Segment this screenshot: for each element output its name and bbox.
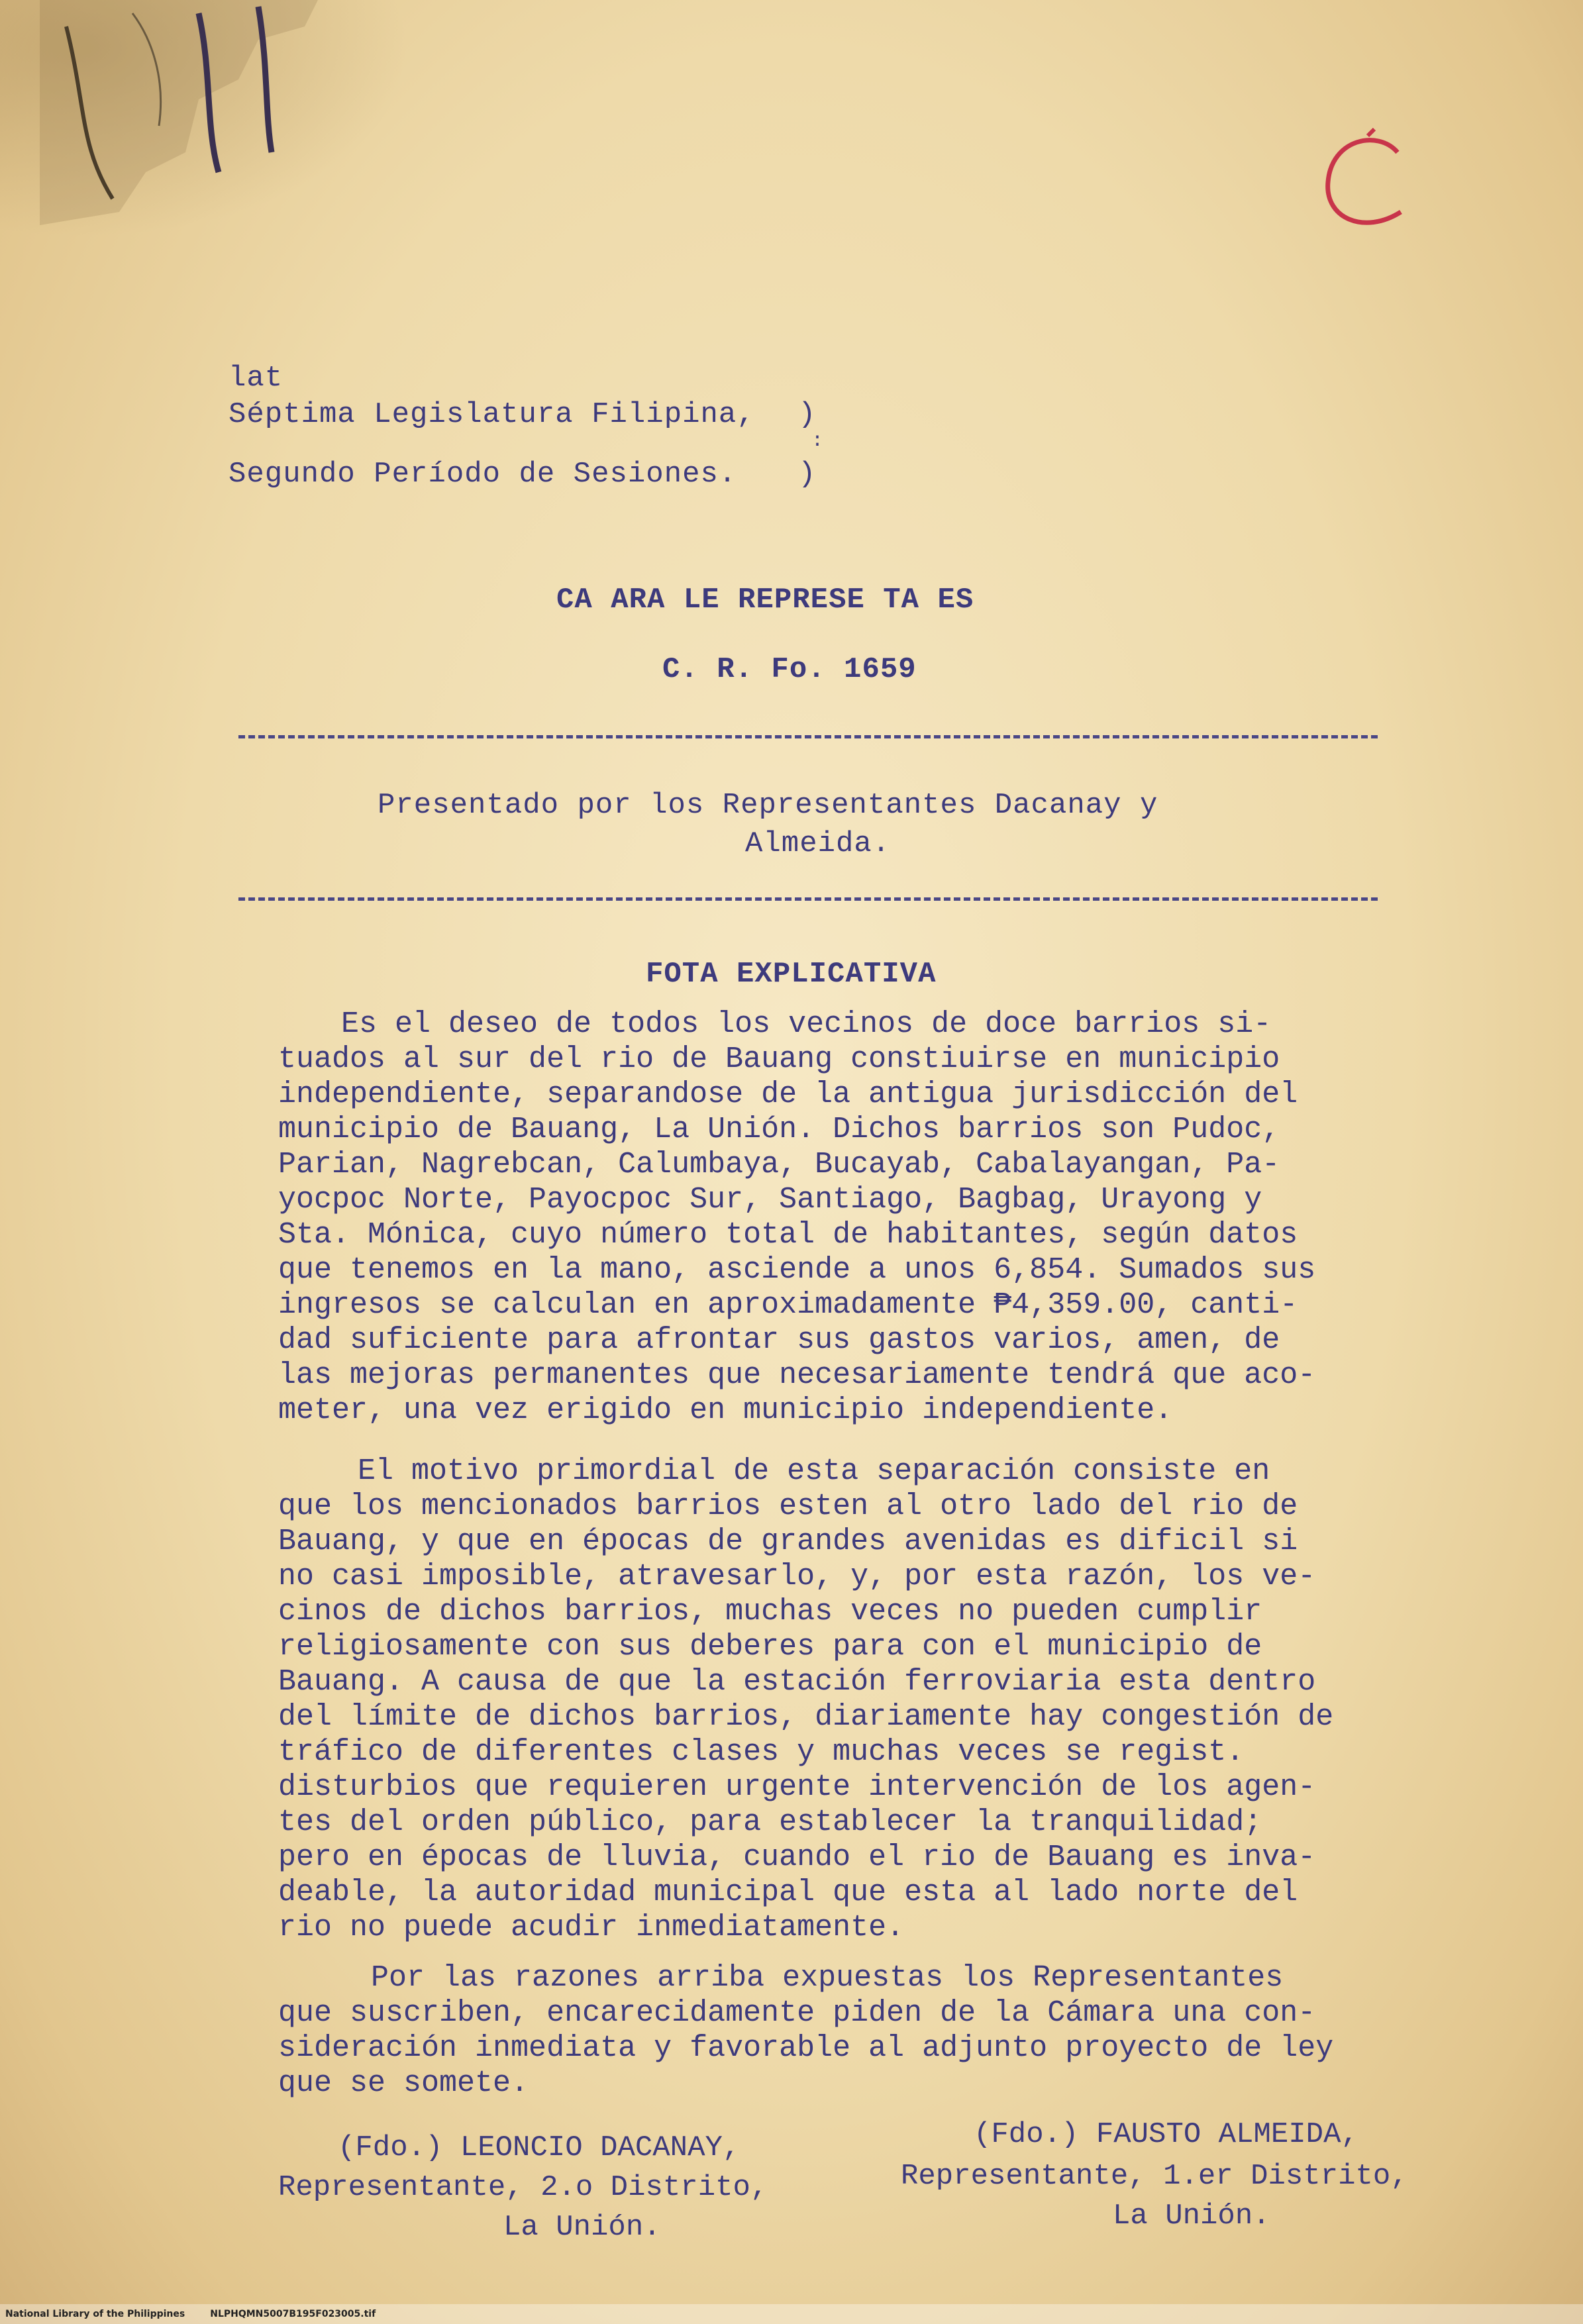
paragraph-line: que se somete. — [278, 2066, 529, 2100]
paragraph-line: tes del orden público, para establecer la tranquilidad; — [278, 1805, 1262, 1839]
paragraph-line: meter, una vez erigido en municipio independiente. — [278, 1393, 1173, 1427]
signature-1-name: (Fdo.) LEONCIO DACANAY, — [338, 2131, 740, 2164]
paragraph-line: que tenemos en la mano, asciende a unos 6,854. Sumados sus — [278, 1253, 1316, 1287]
paragraph-line: independiente, separandose de la antigua jurisdicción del — [278, 1078, 1298, 1111]
bill-number: C. R. Fo. 1659 — [662, 653, 917, 686]
paragraph-line: Es el deseo de todos los vecinos de doce barrios si- — [341, 1007, 1272, 1041]
paragraph-line: municipio de Bauang, La Unión. Dichos barrios son Pudoc, — [278, 1113, 1280, 1146]
bracket-1: ) — [798, 398, 817, 431]
paragraph-line: que los mencionados barrios esten al otro lado del rio de — [278, 1490, 1298, 1523]
paragraph-1 — [278, 1007, 1444, 1428]
torn-corner-graphic — [40, 0, 318, 225]
paragraph-line: Bauang, y que en épocas de grandes avenidas es dificil si — [278, 1525, 1298, 1558]
signature-2-role: Representante, 1.er Distrito, — [901, 2160, 1408, 2193]
legislature-line: Séptima Legislatura Filipina, — [229, 398, 755, 431]
paragraph-line: del límite de dichos barrios, diariamente hay congestión de — [278, 1700, 1334, 1734]
paragraph-line: no casi imposible, atravesarlo, y, por esta razón, los ve- — [278, 1560, 1316, 1593]
paragraph-3 — [278, 1960, 1444, 2101]
paragraph-line: religiosamente con sus deberes para con el municipio de — [278, 1630, 1262, 1664]
paragraph-line: ingresos se calculan en aproximadamente ₱4,359.00, canti- — [278, 1288, 1298, 1322]
paragraph-line: cinos de dichos barrios, muchas veces no pueden cumplir — [278, 1595, 1262, 1629]
signature-2-place: La Unión. — [1113, 2199, 1270, 2233]
divider-bottom — [238, 897, 1378, 901]
paragraph-line: Por las razones arriba expuestas los Representantes — [371, 1961, 1284, 1995]
paragraph-line: Bauang. A causa de que la estación ferroviaria esta dentro — [278, 1665, 1316, 1699]
paragraph-line: tráfico de diferentes clases y muchas veces se regist. — [278, 1735, 1245, 1769]
paragraph-line: sideración inmediata y favorable al adjunto proyecto de ley — [278, 2031, 1334, 2065]
paragraph-line: disturbios que requieren urgente intervención de los agen- — [278, 1770, 1316, 1804]
note-title: FOTA EXPLICATIVA — [646, 958, 937, 991]
paragraph-2 — [278, 1454, 1444, 1945]
red-pencil-c-mark — [1318, 126, 1417, 238]
session-line: Segundo Período de Sesiones. — [229, 458, 737, 491]
footer-library: National Library of the Philippines — [5, 2309, 185, 2319]
paragraph-line: El motivo primordial de esta separación consiste en — [358, 1454, 1270, 1488]
paragraph-line: las mejoras permanentes que necesariamente tendrá que aco- — [278, 1358, 1316, 1392]
signature-2-name: (Fdo.) FAUSTO ALMEIDA, — [974, 2118, 1358, 2151]
footer-file-code: NLPHQMN5007B195F023005.tif — [210, 2309, 376, 2319]
presented-line-1: Presentado por los Representantes Dacanay y — [378, 789, 1158, 822]
header-mark: lat — [229, 362, 283, 395]
paragraph-line: deable, la autoridad municipal que esta al lado norte del — [278, 1876, 1298, 1909]
bracket-2: ) — [798, 458, 817, 491]
archive-footer — [0, 2304, 1583, 2324]
signature-1-place: La Unión. — [503, 2211, 661, 2244]
paragraph-line: tuados al sur del rio de Bauang constiuirse en municipio — [278, 1042, 1280, 1076]
paragraph-line: dad suficiente para afrontar sus gastos varios, amen, de — [278, 1323, 1280, 1357]
signature-1-role: Representante, 2.o Distrito, — [278, 2171, 768, 2204]
bracket-dots: : — [811, 430, 825, 452]
divider-top — [238, 735, 1378, 738]
paragraph-line: rio no puede acudir inmediatamente. — [278, 1911, 905, 1945]
paragraph-line: Sta. Mónica, cuyo número total de habitantes, según datos — [278, 1218, 1298, 1252]
paragraph-line: yocpoc Norte, Payocpoc Sur, Santiago, Bagbag, Urayong y — [278, 1183, 1262, 1217]
presented-line-2: Almeida. — [745, 827, 891, 860]
house-title: CA ARA LE REPRESE TA ES — [556, 583, 974, 617]
paragraph-line: Parian, Nagrebcan, Calumbaya, Bucayab, Cabalayangan, Pa- — [278, 1148, 1280, 1182]
paragraph-line: pero en épocas de lluvia, cuando el rio de Bauang es inva- — [278, 1841, 1316, 1874]
paragraph-line: que suscriben, encarecidamente piden de la Cámara una con- — [278, 1996, 1316, 2030]
